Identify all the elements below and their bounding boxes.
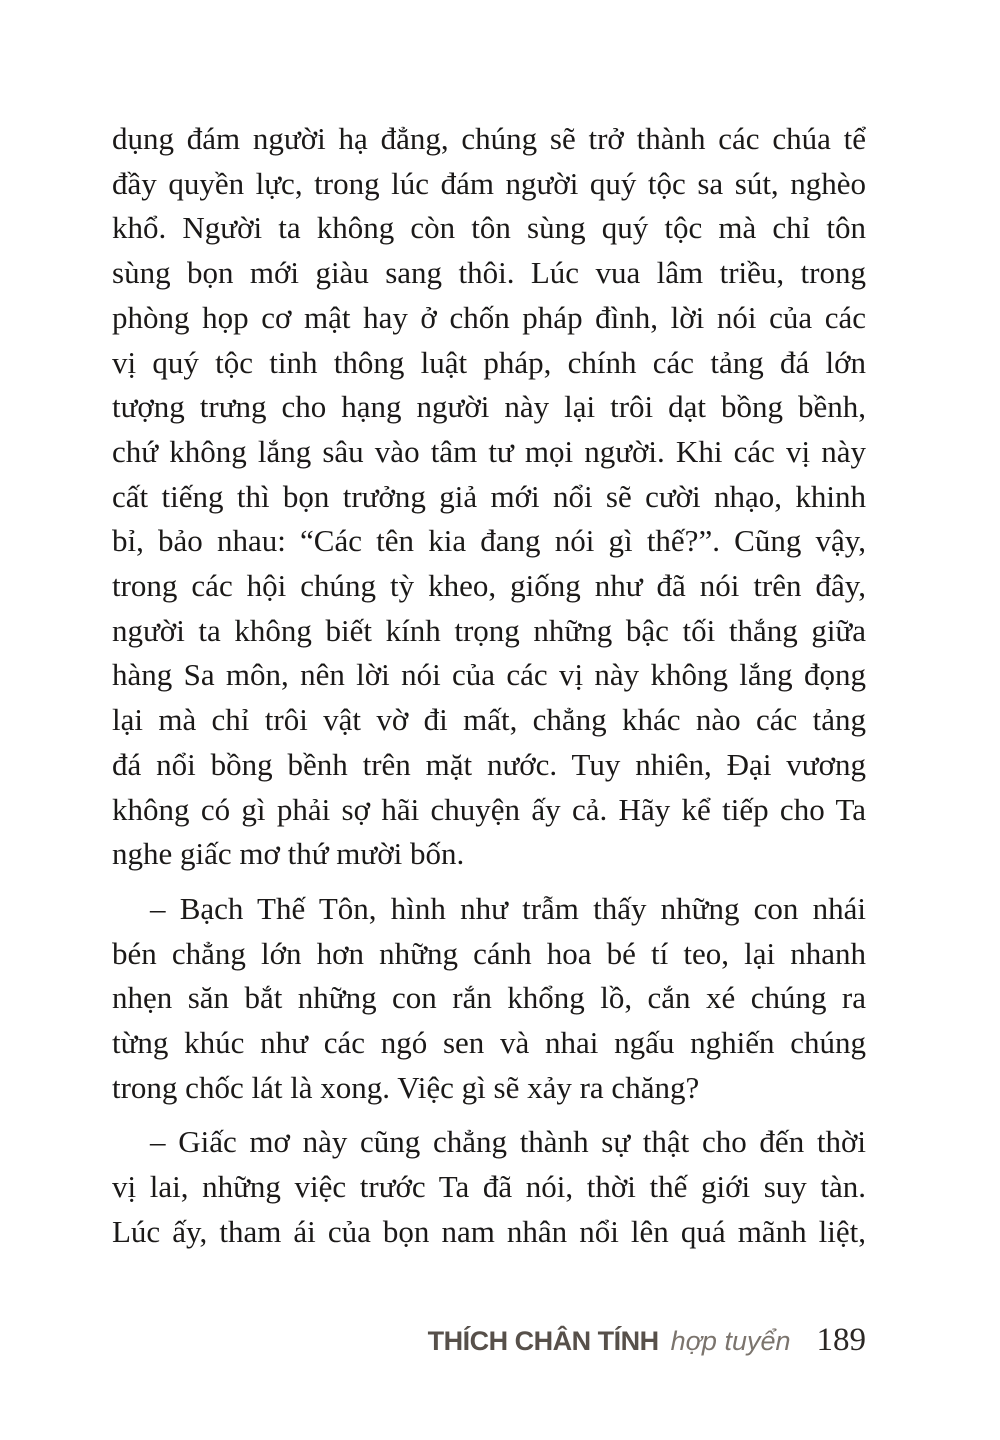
paragraph xyxy=(112,1120,866,1254)
text-line: dụng đám người hạ đẳng, chúng sẽ trở thành các chúa tể xyxy=(112,121,866,156)
text-line: cất tiếng thì bọn trưởng giả mới nổi sẽ cười nhạo, khinh xyxy=(112,478,866,514)
text-line: vị quý tộc tinh thông luật pháp, chính các tảng đá lớn xyxy=(112,344,866,380)
text-line: nghe giấc mơ thứ mười bốn. xyxy=(112,836,465,872)
footer-author-name: THÍCH CHÂN TÍNH xyxy=(427,1326,659,1356)
text-line: từng khúc như các ngó sen và nhai ngấu nghiến chúng xyxy=(112,1025,866,1061)
text-line: tượng trưng cho hạng người này lại trôi dạt bồng bềnh, xyxy=(112,389,866,425)
text-line: nhẹn săn bắt những con rắn khổng lồ, cắn xé chúng ra xyxy=(112,980,866,1016)
text-line: chứ không lắng sâu vào tâm tư mọi người. Khi các vị này xyxy=(112,433,866,469)
footer-series-title: hợp tuyển xyxy=(670,1326,791,1356)
page-footer xyxy=(0,1322,866,1359)
text-line: khổ. Người ta không còn tôn sùng quý tộc mà chỉ tôn xyxy=(112,210,866,246)
text-line: lại mà chỉ trôi vật vờ đi mất, chẳng khác nào các tảng xyxy=(112,702,866,738)
text-line: phòng họp cơ mật hay ở chốn pháp đình, lời nói của các xyxy=(112,299,866,335)
text-line: đá nổi bồng bềnh trên mặt nước. Tuy nhiên, Đại vương xyxy=(112,746,866,782)
text-line: bỉ, bảo nhau: “Các tên kia đang nói gì thế?”. Cũng vậy, xyxy=(112,523,866,559)
page-number: 189 xyxy=(816,1322,866,1358)
paragraph xyxy=(112,117,866,877)
text-line: hàng Sa môn, nên lời nói của các vị này không lắng đọng xyxy=(112,657,866,693)
text-line: Lúc ấy, tham ái của bọn nam nhân nổi lên quá mãnh liệt, xyxy=(112,1213,866,1249)
text-line: – Bạch Thế Tôn, hình như trẫm thấy những con nhái xyxy=(150,890,866,926)
text-line: trong chốc lát là xong. Việc gì sẽ xảy ra chăng? xyxy=(112,1069,700,1105)
text-line: vị lai, những việc trước Ta đã nói, thời thế giới suy tàn. xyxy=(112,1169,866,1205)
text-line: đầy quyền lực, trong lúc đám người quý tộc sa sút, nghèo xyxy=(112,165,866,201)
text-line: – Giấc mơ này cũng chẳng thành sự thật cho đến thời xyxy=(150,1124,866,1160)
text-line: trong các hội chúng tỳ kheo, giống như đã nói trên đây, xyxy=(112,568,866,604)
text-line: sùng bọn mới giàu sang thôi. Lúc vua lâm triều, trong xyxy=(112,255,866,291)
text-block xyxy=(112,117,866,1255)
text-line: bén chẳng lớn hơn những cánh hoa bé tí teo, lại nhanh xyxy=(112,935,866,971)
text-line: không có gì phải sợ hãi chuyện ấy cả. Hãy kể tiếp cho Ta xyxy=(112,791,866,827)
paragraph xyxy=(112,887,866,1111)
text-line: người ta không biết kính trọng những bậc tối thắng giữa xyxy=(112,612,866,648)
